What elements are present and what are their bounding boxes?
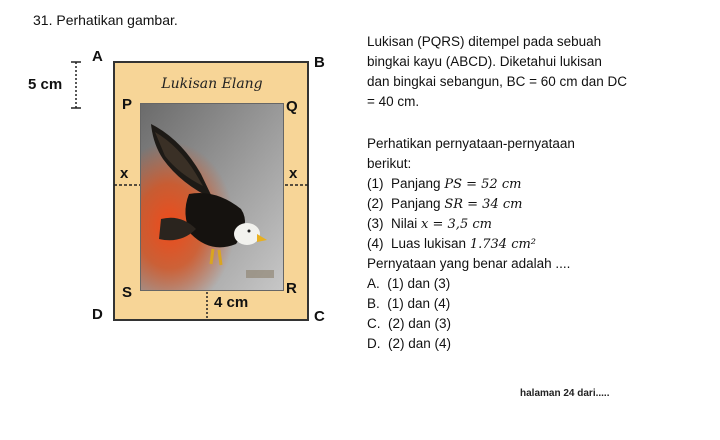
vertex-b: B [314,54,325,71]
top-margin-label: 5 cm [28,76,63,93]
statement-4: (4) Luas lukisan 1.734 cm² [367,236,537,252]
statements-block [367,134,637,354]
vertex-p: P [122,96,133,113]
bottom-margin-dimension [202,291,212,321]
vertex-c: C [314,308,325,325]
painting-title: Lukisan Elang [161,76,263,92]
description-line-1: Lukisan (PQRS) ditempel pada sebuah [367,34,602,49]
statement-3: (3) Nilai x = 3,5 cm [367,216,492,232]
vertex-a: A [92,48,103,65]
option-b[interactable]: B. (1) dan (4) [367,296,451,311]
top-margin-dimension [66,60,86,110]
description-line-2: bingkai kayu (ABCD). Diketahui lukisan [367,54,602,69]
option-d[interactable]: D. (2) dan (4) [367,336,452,351]
description-line-3: dan bingkai sebangun, BC = 60 cm dan DC [367,74,628,89]
question-number: 31. Perhatikan gambar. [33,12,178,28]
eagle-painting [140,103,284,291]
option-a[interactable]: A. (1) dan (3) [367,276,451,291]
vertex-q: Q [286,98,298,115]
x-right-label: x [289,165,298,182]
vertex-s: S [122,284,133,301]
question-prompt: Pernyataan yang benar adalah .... [367,256,571,271]
statements-intro-1: Perhatikan pernyataan-pernyataan [367,136,575,151]
vertex-d: D [92,306,103,323]
problem-description [367,32,637,112]
bottom-margin-label: 4 cm [214,294,249,311]
statement-2: (2) Panjang SR = 34 cm [367,196,523,212]
page-footer: halaman 24 dari..... [520,388,610,399]
statements-intro-2: berikut: [367,156,412,171]
eagle-painting-image [141,104,284,291]
description-line-4: = 40 cm. [367,94,420,109]
vertex-r: R [286,280,297,297]
statement-1: (1) Panjang PS = 52 cm [367,176,522,192]
x-left-label: x [120,165,129,182]
option-c[interactable]: C. (2) dan (3) [367,316,452,331]
